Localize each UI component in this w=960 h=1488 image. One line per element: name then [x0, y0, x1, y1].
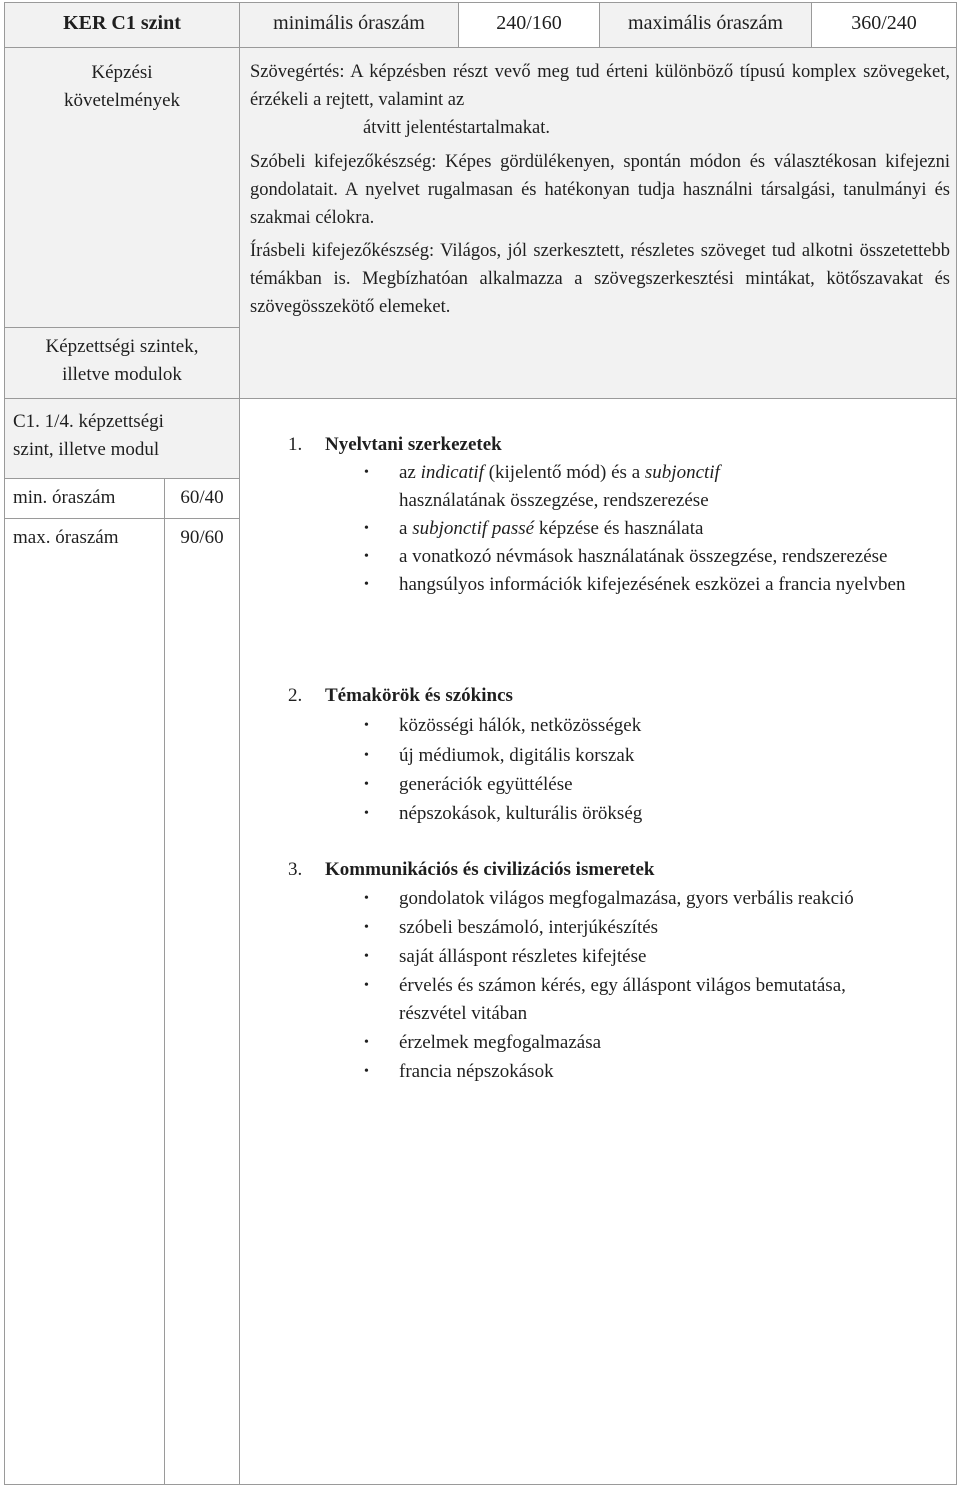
- module-label: [13, 408, 237, 464]
- list-item: • generációk együttélése: [288, 771, 956, 799]
- section-list: [288, 459, 956, 599]
- requirement-reading-part-2: átvitt jelentéstartalmakat.: [363, 118, 550, 138]
- bullet-icon: •: [364, 920, 369, 935]
- section-grammar: [288, 431, 956, 599]
- section-topics: [288, 682, 956, 828]
- border-right: [956, 2, 957, 1485]
- header-level: KER C1 szint: [63, 12, 181, 34]
- border-minmax-divider: [164, 478, 165, 1485]
- requirement-writing: Írásbeli kifejezőkészség: Világos, jól szerkesztett, részletes szöveget tud alkotni összetettebb témákban is. Megbízhatóan alkalmazza a szövegszerkesztési mintákat, kötőszavakat és szövegösszekötő elemeket.: [250, 241, 950, 317]
- bullet-icon: •: [364, 465, 369, 480]
- requirement-reading-part-1: Szövegértés: A képzésben részt vevő meg tud érteni különböző típusú komplex szövegeket, érzékeli a rejtett, valamint az: [250, 62, 950, 110]
- border-levels-top: [4, 327, 240, 328]
- bullet-icon: •: [364, 949, 369, 964]
- list-item: • érzelmek megfogalmazása: [288, 1029, 956, 1057]
- section-title: [288, 682, 956, 710]
- border-module-top: [4, 398, 957, 399]
- bullet-icon: •: [364, 1035, 369, 1050]
- section-number: 2.: [288, 685, 303, 706]
- bullet-icon: •: [364, 521, 369, 536]
- section-title-text: Nyelvtani szerkezetek: [325, 434, 502, 455]
- bullet-icon: •: [364, 718, 369, 733]
- list-item: • saját álláspont részletes kifejtése: [288, 943, 956, 971]
- section-title-text: Témakörök és szókincs: [325, 685, 513, 706]
- section-title-text: Kommunikációs és civilizációs ismeretek: [325, 859, 655, 880]
- section-communication: [288, 856, 956, 1086]
- levels-label-line-2: illetve modulok: [62, 364, 182, 385]
- max-hours-label: max. óraszám: [13, 527, 119, 548]
- bullet-icon: •: [364, 1064, 369, 1079]
- module-label-line-2: szint, illetve modul: [13, 439, 160, 460]
- list-item: • hangsúlyos információk kifejezésének eszközei a francia nyelvben: [288, 571, 956, 599]
- levels-label: [5, 333, 239, 389]
- bullet-icon: •: [364, 777, 369, 792]
- bullet-icon: •: [364, 549, 369, 564]
- list-item: • francia népszokások: [288, 1058, 956, 1086]
- bullet-icon: •: [364, 577, 369, 592]
- bullet-icon: •: [364, 748, 369, 763]
- header-max-value: 360/240: [851, 12, 917, 34]
- list-item: • érvelés és számon kérés, egy álláspont világos bemutatása, részvétel vitában: [288, 972, 956, 1028]
- requirements-label-line-2: követelmények: [63, 90, 181, 111]
- min-hours-value: 60/40: [180, 487, 224, 508]
- list-item: • szóbeli beszámoló, interjúkészítés: [288, 914, 956, 942]
- requirements-label: [5, 59, 239, 115]
- requirements-label-line-1: Képzési: [91, 62, 153, 83]
- bullet-icon: •: [364, 806, 369, 821]
- list-item: • közösségi hálók, netközösségek: [288, 712, 956, 740]
- requirement-reading: [250, 58, 950, 142]
- requirement-speaking: Szóbeli kifejezőkészség: Képes gördülékenyen, spontán módon és választékosan kifejezni gondolatait. A nyelvet rugalmasan és hatékonyan tudja használni társalgási, tanulmányi és szakmai célokra.: [250, 152, 950, 228]
- bullet-icon: •: [364, 891, 369, 906]
- requirements-text: [250, 58, 950, 321]
- module-label-line-1: C1. 1/4. képzettségi: [13, 411, 164, 432]
- header-max-label: maximális óraszám: [628, 12, 783, 34]
- section-title: [288, 856, 956, 884]
- list-item: • az indicatif (kijelentő mód) és a subjonctif használatának összegzése, rendszerezése: [288, 459, 956, 515]
- bullet-icon: •: [364, 978, 369, 993]
- list-item: • a subjonctif passé képzése és használata: [288, 515, 956, 543]
- border-left: [4, 2, 5, 1485]
- border-outer-bottom: [4, 1484, 957, 1485]
- header-min-label: minimális óraszám: [273, 12, 425, 34]
- levels-label-line-1: Képzettségi szintek,: [45, 336, 199, 357]
- section-number: 3.: [288, 859, 303, 880]
- max-hours-value: 90/60: [180, 527, 224, 548]
- section-list: [288, 712, 956, 828]
- section-title: [288, 431, 956, 459]
- border-col-divider: [239, 2, 240, 1485]
- section-number: 1.: [288, 434, 303, 455]
- list-item: • népszokások, kulturális örökség: [288, 800, 956, 828]
- list-item: • a vonatkozó névmások használatának összegzése, rendszerezése: [288, 543, 956, 571]
- section-list: [288, 885, 956, 1086]
- min-hours-label: min. óraszám: [13, 487, 116, 508]
- list-item: • új médiumok, digitális korszak: [288, 742, 956, 770]
- border-header-bottom: [4, 47, 957, 48]
- border-min-bottom: [4, 518, 240, 519]
- header-min-value: 240/160: [496, 12, 562, 34]
- list-item: • gondolatok világos megfogalmazása, gyors verbális reakció: [288, 885, 956, 913]
- border-module-bottom: [4, 478, 240, 479]
